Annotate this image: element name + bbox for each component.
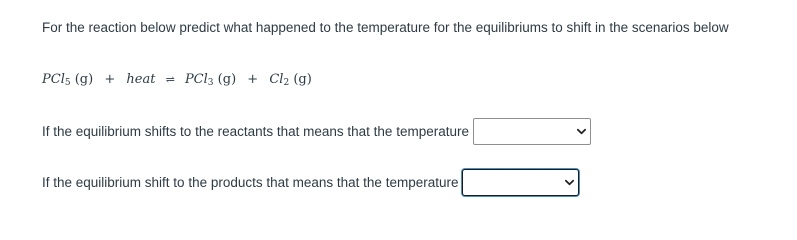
chevron-down-icon xyxy=(577,127,586,136)
product1-state: (g) xyxy=(217,72,237,87)
equilibrium-arrow: ⇌ xyxy=(165,73,175,86)
plus-sign: + xyxy=(104,72,116,87)
temperature-select-products[interactable] xyxy=(462,169,579,196)
question-label: If the equilibrium shifts to the reactants that means that the temperature xyxy=(42,124,469,139)
chevron-down-icon xyxy=(565,178,574,187)
heat-term: heat xyxy=(126,72,156,87)
reactant-state: (g) xyxy=(74,72,94,87)
temperature-select-reactants[interactable] xyxy=(473,118,591,145)
product1-subscript: 3 xyxy=(207,78,214,88)
question-prompt: For the reaction below predict what happened to the temperature for the equilibriums to shift in the scenarios below xyxy=(42,20,729,35)
reactant-subscript: 5 xyxy=(64,78,71,88)
product1-formula: PCl xyxy=(184,72,208,87)
product2-state: (g) xyxy=(293,72,312,87)
product2-formula: Cl xyxy=(269,72,284,87)
question-row-products xyxy=(42,169,579,196)
product2-subscript: 2 xyxy=(283,78,290,88)
reactant-formula: PCl xyxy=(42,72,65,87)
question-label: If the equilibrium shift to the products that means that the temperature xyxy=(42,175,459,190)
chemical-equation xyxy=(42,72,312,88)
plus-sign: + xyxy=(247,72,259,87)
question-row-reactants xyxy=(42,118,591,145)
